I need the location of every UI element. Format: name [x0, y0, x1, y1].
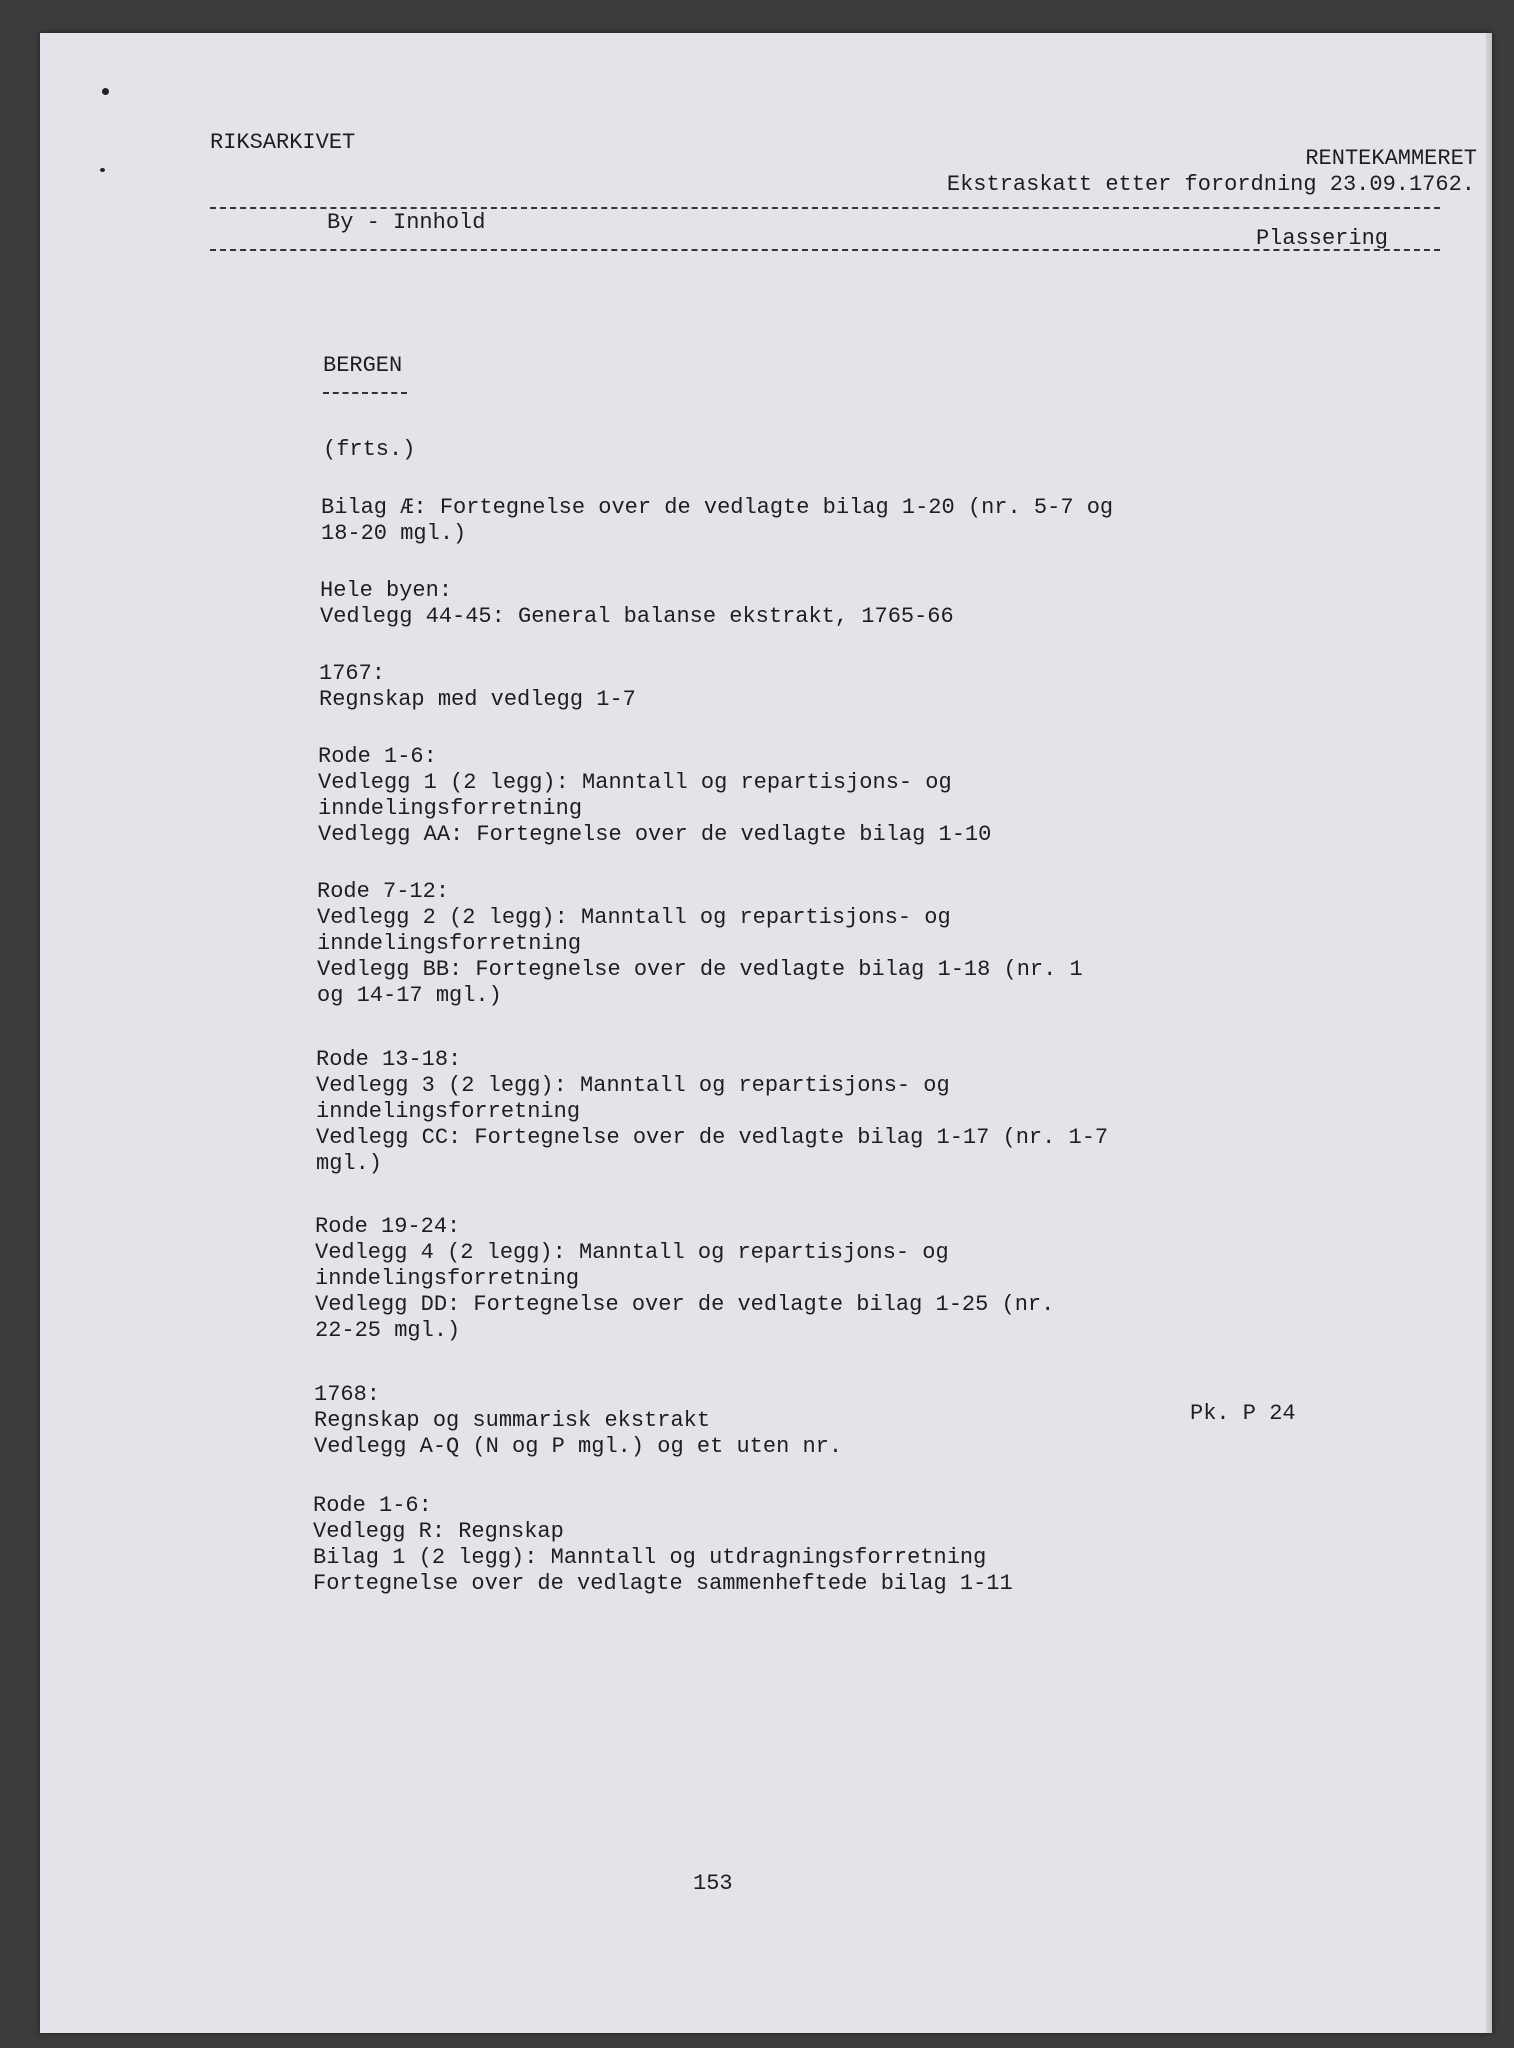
punch-mark: [100, 168, 105, 172]
text-line: Rode 1-6:: [318, 744, 437, 769]
text-line: Rode 13-18:: [316, 1047, 462, 1072]
placement-label: Pk. P 24: [1190, 1401, 1296, 1426]
column-label-placement: Plassering: [1255, 226, 1388, 251]
text-line: inndelingsforretning: [317, 931, 582, 956]
document-page: [40, 33, 1492, 2033]
column-label-content: By - Innhold: [327, 210, 486, 235]
text-line: (frts.): [323, 437, 416, 462]
header-subtitle: Ekstraskatt etter forordning 23.09.1762.: [946, 172, 1475, 197]
header-title: RENTEKAMMERET: [1305, 146, 1477, 171]
text-line: 18-20 mgl.): [321, 521, 467, 546]
text-line: Vedlegg AA: Fortegnelse over de vedlagte bilag 1-10: [318, 822, 992, 847]
text-line: inndelingsforretning: [318, 796, 583, 821]
text-line: og 14-17 mgl.): [317, 983, 502, 1008]
text-line: Hele byen:: [320, 578, 453, 603]
text-line: Rode 19-24:: [315, 1214, 461, 1239]
text-line: Vedlegg 1 (2 legg): Manntall og repartisjons- og: [318, 770, 952, 795]
text-line: Fortegnelse over de vedlagte sammenheftede bilag 1-11: [313, 1571, 1013, 1596]
city-heading: BERGEN: [323, 353, 403, 378]
text-line: mgl.): [316, 1151, 383, 1176]
text-line: Vedlegg 4 (2 legg): Manntall og repartisjons- og: [315, 1240, 949, 1265]
text-line: inndelingsforretning: [316, 1099, 581, 1124]
text-line: Vedlegg BB: Fortegnelse over de vedlagte bilag 1-18 (nr. 1: [317, 957, 1083, 982]
text-line: Vedlegg CC: Fortegnelse over de vedlagte bilag 1-17 (nr. 1-7: [316, 1125, 1109, 1150]
text-line: Vedlegg A-Q (N og P mgl.) og et uten nr.: [314, 1434, 843, 1459]
text-line: Rode 1-6:: [313, 1493, 432, 1518]
text-line: Regnskap og summarisk ekstrakt: [314, 1408, 711, 1433]
archive-name: RIKSARKIVET: [210, 130, 356, 155]
punch-mark: [102, 88, 109, 95]
text-line: 1768:: [314, 1382, 381, 1407]
text-line: Vedlegg DD: Fortegnelse over de vedlagte bilag 1-25 (nr.: [315, 1292, 1055, 1317]
text-line: Vedlegg 2 (2 legg): Manntall og repartisjons- og: [317, 905, 951, 930]
page-number: 153: [693, 1871, 733, 1896]
text-line: Bilag Æ: Fortegnelse over de vedlagte bilag 1-20 (nr. 5-7 og: [321, 495, 1114, 520]
text-line: 22-25 mgl.): [315, 1318, 461, 1343]
text-line: Bilag 1 (2 legg): Manntall og utdragningsforretning: [313, 1545, 987, 1570]
text-line: inndelingsforretning: [315, 1266, 580, 1291]
page-edge: [1486, 33, 1492, 2033]
text-line: Vedlegg 44-45: General balanse ekstrakt, 1765-66: [320, 604, 954, 629]
text-line: Regnskap med vedlegg 1-7: [319, 687, 636, 712]
text-line: Vedlegg 3 (2 legg): Manntall og repartisjons- og: [316, 1073, 950, 1098]
city-underline: [323, 392, 407, 394]
header-divider: [210, 207, 1440, 209]
text-line: 1767:: [319, 661, 386, 686]
text-line: Vedlegg R: Regnskap: [313, 1519, 564, 1544]
header-divider: [210, 249, 1440, 251]
text-line: Rode 7-12:: [317, 879, 450, 904]
